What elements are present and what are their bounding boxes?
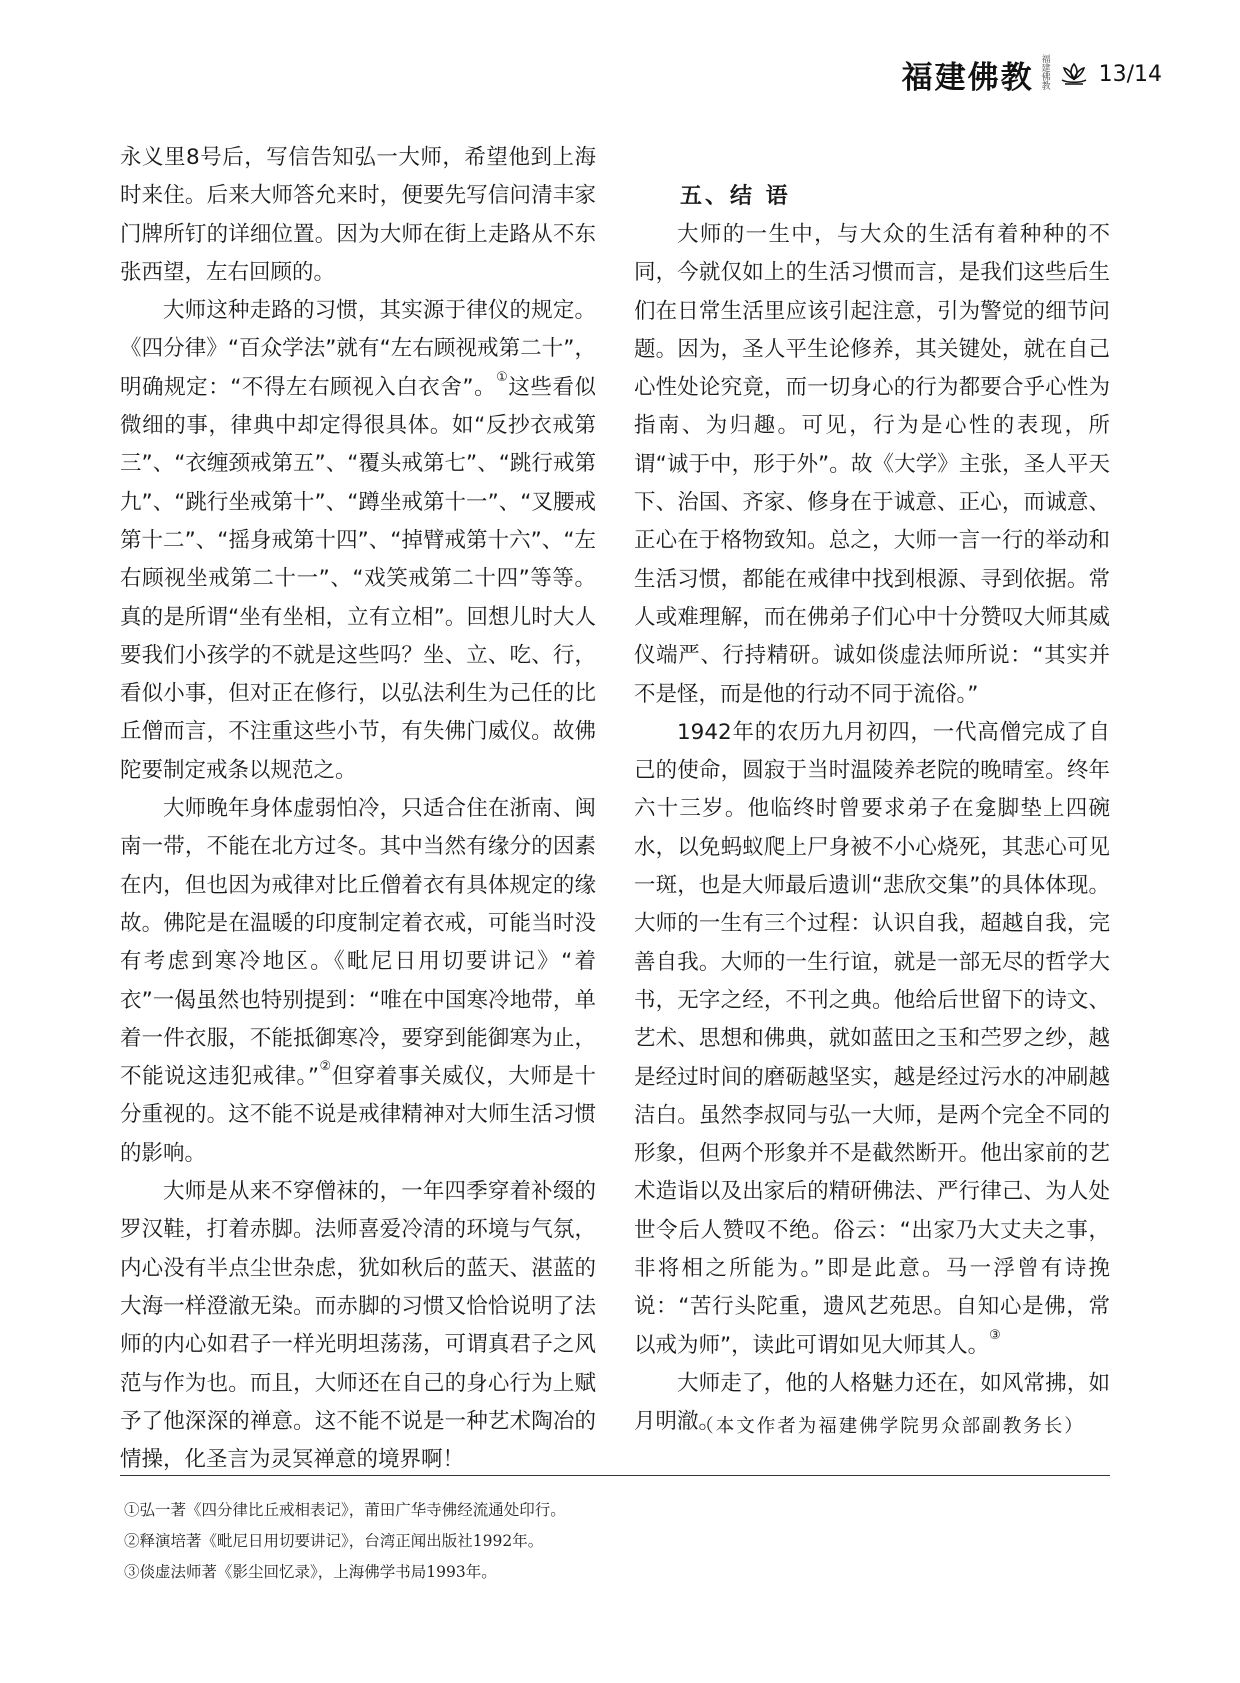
paragraph — [634, 714, 1110, 1365]
page-number: 13/14 — [1098, 61, 1162, 87]
paragraph: 大师走了，他的人格魅力还在，如风常拂，如月明澈。 — [634, 1370, 1110, 1435]
journal-vertical-text: 福建佛教 — [1041, 55, 1051, 92]
footnote: ①弘一著《四分律比丘戒相表记》，莆田广华寺佛经流通处印行。 — [124, 1501, 566, 1519]
journal-title: 福建佛教 — [901, 59, 1034, 96]
footnote-divider — [120, 1475, 1110, 1476]
footnote-ref: ① — [496, 369, 509, 385]
paragraph: 大师是从来不穿僧袜的，一年四季穿着补缀的罗汉鞋，打着赤脚。法师喜爱冷清的环境与气氛，内心没有半点尘世杂虑，犹如秋后的蓝天、湛蓝的大海一样澄澈无染。而赤脚的习惯又恰恰说明了法师的内心如君子一样光明坦荡荡，可谓真君子之风范与作为也。而且，大师还在自己的身心行为上赋予了他深深的禅意。这不能不说是一种艺术陶冶的情操，化圣言为灵冥禅意的境界啊！ — [120, 1179, 596, 1473]
paragraph-text: 但穿着事关威仪，大师是十分重视的。这不能不说是戒律精神对大师生活习惯的影响。 — [120, 1064, 597, 1166]
right-column — [634, 216, 1110, 1442]
footnote: ③倓虚法师著《影尘回忆录》，上海佛学书局1993年。 — [124, 1563, 497, 1581]
left-column — [120, 139, 596, 1479]
lotus-logo-icon — [1059, 61, 1089, 87]
footnotes — [124, 1495, 566, 1588]
footnote: ②释演培著《毗尼日用切要讲记》，台湾正闻出版社1992年。 — [124, 1532, 544, 1550]
paragraph-text: 这些看似微细的事，律典中却定得很具体。如“反抄衣戒第三”、“衣缠颈戒第五”、“覆头戒第七”、“跳行戒第九”、“跳行坐戒第十”、“蹲坐戒第十一”、“叉腰戒第十二”、“摇身戒第十四”、“掉臂戒第十六”、“左右顾视坐戒第二十一”、“戏笑戒第二十四”等等。真的是所谓“坐有坐相，立有立相”。回想儿时大人要我们小孩学的不就是这些吗？坐、立、吃、行，看似小事，但对正在修行，以弘法利生为己任的比丘僧而言，不注重这些小节，有失佛门威仪。故佛陀要制定戒条以规范之。 — [120, 374, 596, 783]
paragraph — [120, 292, 596, 790]
paragraph-text: 1942年的农历九月初四，一代高僧完成了自己的使命，圆寂于当时温陵养老院的晚晴室。终年六十三岁。他临终时曾要求弟子在龛脚垫上四碗水，以免蚂蚁爬上尸身被不小心烧死，其悲心可见一斑，也是大师最后遗训“悲欣交集”的具体体现。大师的一生有三个过程：认识自我，超越自我，完善自我。大师的一生行谊，就是一部无尽的哲学大书，无字之经，不刊之典。他给后世留下的诗文、艺术、思想和佛典，就如蓝田之玉和苎罗之纱，越是经过时间的磨砺越坚实，越是经过污水的冲刷越洁白。虽然李叔同与弘一大师，是两个完全不同的形象，但两个形象并不是截然断开。他出家前的艺术造诣以及出家后的精研佛法、严行律己、为人处世令后人赞叹不绝。俗云：“出家乃大丈夫之事，非将相之所能为。”即是此意。马一浮曾有诗挽说：“苦行头陀重，遗风艺苑思。自知心是佛，常以戒为师”，读此可谓如见大师其人。 — [634, 719, 1110, 1358]
page-header — [902, 54, 1162, 94]
author-note: （本文作者为福建佛学院男众部副教务长） — [695, 1416, 1085, 1437]
paragraph: 永义里8号后，写信告知弘一大师，希望他到上海时来住。后来大师答允来时，便要先写信问清丰家门牌所钉的详细位置。因为大师在街上走路从不东张西望，左右回顾的。 — [120, 145, 596, 285]
paragraph — [120, 790, 596, 1173]
paragraph: 大师的一生中，与大众的生活有着种种的不同，今就仅如上的生活习惯而言，是我们这些后生们在日常生活里应该引起注意，引为警觉的细节问题。因为，圣人平生论修养，其关键处，就在自己心性处论究竟，而一切身心的行为都要合乎心性为指南、为归趣。可见，行为是心性的表现，所谓“诚于中，形于外”。故《大学》主张，圣人平天下、治国、齐家、修身在于诚意、正心，而诚意、正心在于格物致知。总之，大师一言一行的举动和生活习惯，都能在戒律中找到根源、寻到依据。常人或难理解，而在佛弟子们心中十分赞叹大师其威仪端严、行持精研。诚如倓虚法师所说：“其实并不是怪，而是他的行动不同于流俗。” — [634, 222, 1110, 707]
footnote-ref: ③ — [989, 1327, 1001, 1343]
paragraph-text: 大师这种走路的习惯，其实源于律仪的规定。《四分律》“百众学法”就有“左右顾视戒第二十”，明确规定：“不得左右顾视入白衣舍”。 — [120, 298, 596, 400]
footnote-ref: ② — [318, 1059, 332, 1075]
section-heading: 五、结 语 — [680, 184, 791, 209]
paragraph-text: 大师晚年身体虚弱怕冷，只适合住在浙南、闽南一带，不能在北方过冬。其中当然有缘分的因素在内，但也因为戒律对比丘僧着衣有具体规定的缘故。佛陀是在温暖的印度制定着衣戒，可能当时没有考虑到寒冷地区。《毗尼日用切要讲记》“着衣”一偈虽然也特别提到：“唯在中国寒冷地带，单着一件衣服，不能抵御寒冷，要穿到能御寒为止，不能说这违犯戒律。” — [120, 796, 596, 1090]
